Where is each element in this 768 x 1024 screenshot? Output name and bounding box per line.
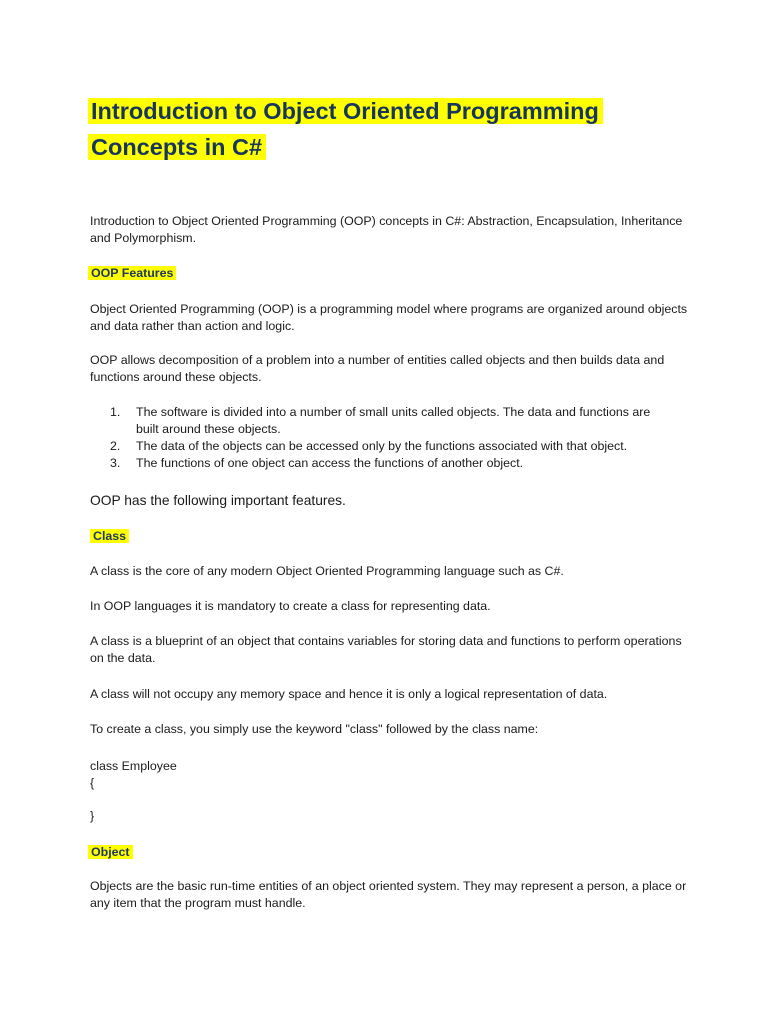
list-item <box>110 438 670 455</box>
code-line-open-brace: { <box>90 776 95 790</box>
class-paragraph-2: In OOP languages it is mandatory to create a class for representing data. <box>90 599 491 613</box>
document-title-line-2 <box>88 130 266 164</box>
intro-paragraph: Introduction to Object Oriented Programming (OOP) concepts in C#: Abstraction, Encapsulation, Inheritance and Polymorphism. <box>90 214 683 245</box>
oop-features-list <box>110 404 670 472</box>
oop-features-paragraph-1: Object Oriented Programming (OOP) is a programming model where programs are organized around objects and data rather than action and logic. <box>90 302 688 333</box>
list-item-text: The software is divided into a number of small units called objects. The data and functions are built around these objects. <box>136 405 651 436</box>
list-item-number: 2. <box>110 439 121 453</box>
code-line-close-brace: } <box>90 809 95 823</box>
list-item <box>110 455 670 472</box>
class-paragraph-4: A class will not occupy any memory space and hence it is only a logical representation of data. <box>90 687 608 701</box>
list-item-text: The data of the objects can be accessed only by the functions associated with that object. <box>136 439 628 453</box>
object-paragraph-1: Objects are the basic run-time entities of an object oriented system. They may represent a person, a place or any item that the program must handle. <box>90 879 687 910</box>
class-paragraph-5: To create a class, you simply use the keyword "class" followed by the class name: <box>90 722 539 736</box>
list-item-number: 3. <box>110 456 121 470</box>
document-title-line-1 <box>88 94 603 128</box>
title-highlight-2: Concepts in C# <box>88 134 266 160</box>
list-item-number: 1. <box>110 405 121 419</box>
class-paragraph-3: A class is a blueprint of an object that contains variables for storing data and functions to perform operations on the data. <box>90 634 682 665</box>
oop-features-paragraph-2: OOP allows decomposition of a problem into a number of entities called objects and then builds data and functions around these objects. <box>90 353 665 384</box>
object-heading: Object <box>88 844 133 861</box>
class-heading: Class <box>90 528 129 545</box>
oop-features-heading: OOP Features <box>88 265 176 282</box>
list-item-text: The functions of one object can access the functions of another object. <box>136 456 524 470</box>
features-intro-line: OOP has the following important features. <box>90 493 346 508</box>
code-line-class-declaration: class Employee <box>90 759 177 773</box>
list-item <box>110 404 670 438</box>
title-highlight-1: Introduction to Object Oriented Programming <box>88 98 603 124</box>
class-paragraph-1: A class is the core of any modern Object Oriented Programming language such as C#. <box>90 564 564 578</box>
